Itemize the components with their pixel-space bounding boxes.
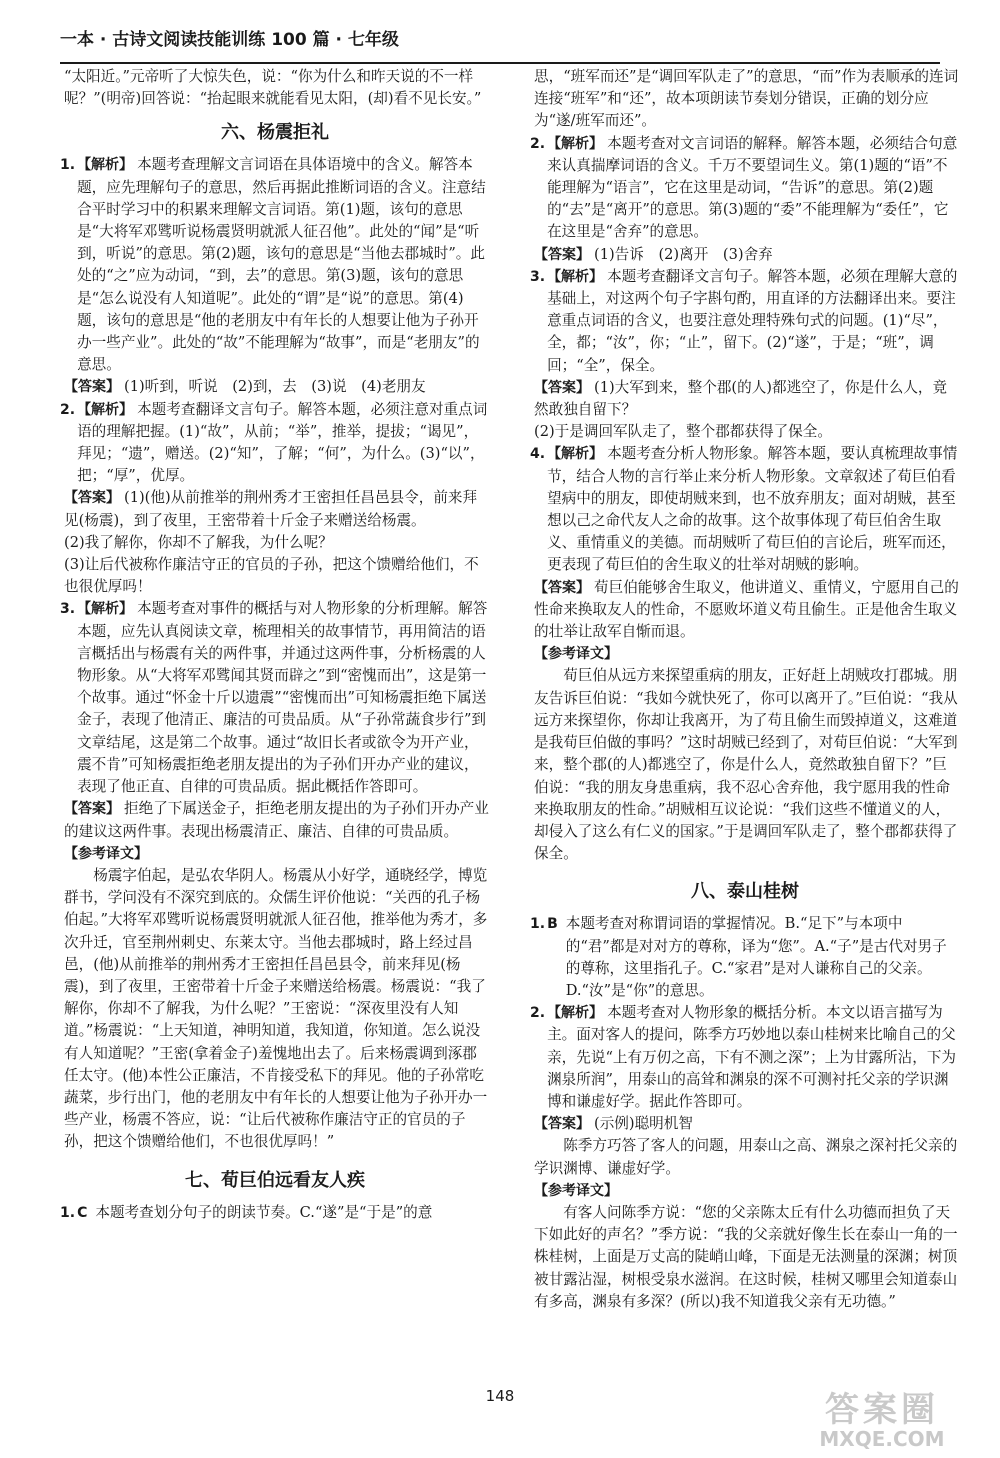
right-column — [530, 66, 960, 1313]
s7-q2 — [530, 133, 960, 244]
analysis-text: 本题考查分析人物形象。解答本题，要认真梳理故事情节，结合人物的言行举止来分析人物形象。文章叙述了荀巨伯看望病中的朋友，即使胡贼来到，也不放弃朋友；面对胡贼，甚至想以己之命代友人之命的故事。这个故事体现了荀巨伯舍生取义、重情重义的美德。而胡贼听了荀巨伯的言论后，班军而还，更表现了荀巨伯的舍生取义的壮举对胡贼的影响。 — [547, 445, 958, 574]
page-number: 148 — [485, 1387, 515, 1405]
s7-q3 — [530, 266, 960, 377]
question-analysis — [77, 399, 490, 488]
analysis-text: 本题考查对事件的概括与对人物形象的分析理解。解答本题，应先认真阅读文章，梳理相关的故事情节，再用简洁的语言概括出与杨震有关的两件事，并通过这两件事，分析杨震的人物形象。从“大将军邓骘闻其贤而辟之”到“密愧而出”，这是第一个故事。通过“怀金十斤以遗震”“密愧而出”可知杨震拒绝下属送金子，表现了他清正、廉洁的可贵品质。从“子孙常蔬食步行”到文章结尾，这是第二个故事。通过“故旧长者或欲令为开产业，震不肯”可知杨震拒绝老朋友提出的为子孙们开办产业的建议，表现了他正直、自律的可贵品质。据此概括作答即可。 — [77, 600, 488, 796]
question-analysis — [547, 443, 960, 576]
answer-text: (示例)聪明机智 — [594, 1115, 693, 1133]
translation-heading — [534, 643, 960, 665]
answer-line: (2)于是调回军队走了，整个郡都获得了保全。 — [534, 423, 832, 441]
header-title: 一本 · 古诗文阅读技能训练 100 篇 · 七年级 — [60, 30, 399, 50]
answer-line — [534, 244, 960, 266]
question-analysis — [547, 1002, 960, 1113]
analysis-text: 本题考查翻译文言句子。解答本题，必须在理解大意的基础上，对这两个句子字斟句酌，用直译的方法翻译出来。要注意重点词语的含义，也要注意处理特殊句式的问题。(1)“尽”，全，都；“汝”，你；“止”，留下。(2)“遂”，于是；“班”，调回；“全”，保全。 — [547, 267, 958, 374]
analysis-tag: 【解析】 — [547, 135, 604, 152]
translation-heading — [534, 1180, 960, 1202]
translation-paragraph: 杨震字伯起，是弘农华阴人。杨震从小好学，通晓经学，博览群书，学问没有不深究到底的。众儒生评价他说：“关西的孔子杨伯起。”大将军邓骘听说杨震贤明就派人征召他，推举他为秀才，多次升迁，官至荆州刺史、东莱太守。当他去郡城时，路上经过昌邑，(他)从前推举的荆州秀才王密担任昌邑县令，前来拜见(杨震)，到了夜里，王密带着十斤金子来赠送给杨震。杨震说：“我了解你，你却不了解我，为什么呢？”王密说：“深夜里没有人知道。”杨震说：“上天知道，神明知道，我知道，你知道。怎么说没有人知道呢？”王密(拿着金子)羞愧地出去了。后来杨震调到涿郡任太守。(他)本性公正廉洁，不肯接受私下的拜见。他的子孙常吃蔬菜，步行出门，他的老朋友中有年长的人想要让他为子孙开办一些产业，杨震不答应，说：“让后代被称作廉洁守正的官员的子孙，把这个馈赠给他们，不也很优厚吗！” — [64, 866, 488, 1151]
section-title-7: 七、荀巨伯远看友人疾 — [185, 1169, 365, 1191]
answer-line — [64, 487, 490, 531]
s8-q2 — [530, 1002, 960, 1113]
analysis-tag: 【解析】 — [77, 157, 134, 174]
translation-paragraph: 有客人问陈季方说：“您的父亲陈太丘有什么功德而担负了天下如此好的声名？”季方说：“我的父亲就好像生长在泰山一角的一株桂树，上面是万丈高的陡峭山峰，下面是无法测量的深渊；树顶被甘露沾湿，树根受泉水滋润。在这时候，桂树又哪里会知道泰山有多高，渊泉有多深？(所以)我不知道我父亲有无功德。” — [534, 1203, 958, 1310]
answer-line — [534, 377, 960, 421]
answer-text: (1)(他)从前推举的荆州秀才王密担任昌邑县令，前来拜见(杨震)，到了夜里，王密带着十斤金子来赠送给杨震。 — [64, 489, 478, 529]
answer-tag: 【答案】 — [534, 246, 590, 263]
s6-q1 — [60, 154, 490, 376]
analysis-text: 本题考查理解文言词语在具体语境中的含义。解答本题，应先理解句子的意思，然后再据此推断词语的含义。注意结合平时学习中的积累来理解文言词语。第(1)题，该句的意思是“大将军邓骘听说杨震贤明就派人征召他”。此处的“闻”是“听到，听说”的意思。第(2)题，该句的意思是“当他去郡城时”。此处的“之”应为动词，“到，去”的意思。第(3)题，该句的意思是“怎么说没有人知道呢”。此处的“谓”是“说”的意思。第(4)题，该句的意思是“他的老朋友中有年长的人想要让他为子孙开办一些产业”。此处的“故”不能理解为“故事”，而是“老朋友”的意思。 — [77, 156, 486, 374]
analysis-text: 本题考查翻译文言句子。解答本题，必须注意对重点词语的理解把握。(1)“故”，从前；“举”，推举，提拔；“谒见”，拜见；“遗”，赠送。(2)“知”，了解；“何”，为什么。(3)“以”，把；“厚”，优厚。 — [77, 400, 488, 485]
answer-text: 荀巨伯能够舍生取义，他讲道义、重情义，宁愿用自己的性命来换取友人的性命，不愿败坏道义苟且偷生。正是他舍生取义的壮举让敌军自惭而退。 — [534, 578, 959, 641]
question-number: 1. — [530, 916, 546, 933]
question-analysis — [77, 598, 490, 798]
answer-line: 陈季方巧答了客人的问题，用泰山之高、渊泉之深衬托父亲的学识渊博、谦虚好学。 — [534, 1137, 958, 1177]
answer-line — [534, 577, 960, 644]
answer-text: (1)听到，听说 (2)到，去 (3)说 (4)老朋友 — [124, 378, 426, 396]
analysis-text: 本题考查对文言词语的解释。解答本题，必须结合句意来认真揣摩词语的含义。千万不要望词生义。第(1)题的“语”不能理解为“语言”，它在这里是动词，“告诉”的意思。第(2)题的“去”是“离开”的意思。第(3)题的“委”不能理解为“委任”，它在这里是“舍弃”的意思。 — [547, 134, 958, 241]
answer-tag: 【答案】 — [64, 379, 120, 396]
question-analysis — [547, 266, 960, 377]
answer-letter: B — [547, 916, 558, 933]
translation-tag: 【参考译文】 — [64, 845, 148, 862]
answer-text: (1)告诉 (2)离开 (3)舍弃 — [594, 245, 773, 263]
question-number: 3. — [60, 601, 76, 618]
answer-line: (2)我了解你，你却不了解我，为什么呢？ — [64, 533, 333, 551]
s6-q2 — [60, 399, 490, 488]
answer-line — [64, 798, 490, 842]
section-title-8: 八、泰山桂树 — [691, 881, 799, 903]
s6-q3 — [60, 598, 490, 798]
translation-tag: 【参考译文】 — [534, 646, 618, 663]
translation-paragraph: 荀巨伯从远方来探望重病的朋友，正好赶上胡贼攻打郡城。朋友告诉巨伯说：“我如今就快死了，你可以离开了。”巨伯说：“我从远方来探望你，你却让我离开，为了苟且偷生而毁掉道义，这难道是我荀巨伯做的事吗？”这时胡贼已经到了，对荀巨伯说：“大军到来，整个郡(的人)都逃空了，你是什么人，竟然敢独自留下？”巨伯说：“我的朋友身患重病，我不忍心舍弃他，我宁愿用我的性命来换取朋友的性命。”胡贼相互议论说：“我们这些不懂道义的人，却侵入了这么有仁义的国家。”于是调回军队走了，整个郡都获得了保全。 — [534, 667, 958, 863]
watermark-logo — [792, 1392, 972, 1452]
question-number: 2. — [530, 1005, 546, 1022]
section-title-6: 六、杨震拒礼 — [221, 122, 329, 144]
analysis-text: 本题考查对人物形象的概括分析。本文以语言描写为主。面对客人的提问，陈季方巧妙地以泰山桂树来比喻自己的父亲，先说“上有万仞之高，下有不测之深”；上为甘露所沾，下为渊泉所润”，用泰山的高耸和渊泉的深不可测衬托父亲的学识渊博和谦虚好学。据此作答即可。 — [547, 1004, 957, 1110]
answer-tag: 【答案】 — [534, 1116, 590, 1133]
question-number: 1. — [60, 1204, 76, 1221]
answer-text: (1)大军到来，整个郡(的人)都逃空了，你是什么人，竟然敢独自留下？ — [534, 378, 948, 419]
analysis-tag: 【解析】 — [77, 601, 134, 618]
question-text: 本题考查对称谓词语的掌握情况。B.“足下”与本项中的“君”都是对对方的尊称，译为“您”。A.“子”是古代对男子的尊称，这里指孔子。C.“家君”是对人谦称自己的父亲。D.“汝”是“你”的意思。 — [565, 915, 947, 999]
answer-text: 拒绝了下属送金子，拒绝老朋友提出的为子孙们开办产业的建议这两件事。表现出杨震清正、廉洁、自律的可贵品质。 — [64, 800, 489, 840]
page-header — [60, 22, 940, 64]
question-analysis — [547, 133, 960, 244]
question-number: 1. — [60, 157, 76, 174]
translation-tag: 【参考译文】 — [534, 1182, 618, 1199]
question-analysis — [77, 154, 490, 376]
continued-paragraph: 思，“班军而还”是“调回军队走了”的意思，“而”作为表顺承的连词连接“班军”和“还”，故本项朗读节奏划分错误，正确的划分应为“遂/班军而还”。 — [534, 68, 959, 130]
left-column — [60, 66, 490, 1224]
intro-paragraph: “太阳近。”元帝听了大惊失色，说：“你为什么和昨天说的不一样呢？”(明帝)回答说：“抬起眼来就能看见太阳，(却)看不见长安。” — [64, 68, 482, 108]
question-number: 2. — [60, 401, 76, 418]
analysis-tag: 【解析】 — [547, 446, 604, 463]
watermark-url: MXQE.COM — [819, 1427, 945, 1451]
question-text: 本题考查划分句子的朗读节奏。C.“遂”是“于是”的意 — [95, 1203, 433, 1221]
question-number: 4. — [530, 446, 546, 463]
answer-line: (3)让后代被称作廉洁守正的官员的子孙，把这个馈赠给他们，不也很优厚吗！ — [64, 556, 479, 596]
answer-letter: C — [77, 1204, 88, 1221]
s8-q1 — [530, 913, 960, 1002]
answer-line — [534, 1113, 960, 1135]
answer-tag: 【答案】 — [534, 379, 590, 396]
question-number: 2. — [530, 135, 546, 152]
analysis-tag: 【解析】 — [77, 401, 134, 418]
translation-heading — [64, 843, 490, 865]
answer-line — [64, 376, 490, 398]
analysis-tag: 【解析】 — [547, 1005, 604, 1022]
analysis-tag: 【解析】 — [547, 268, 604, 285]
s7-q4 — [530, 443, 960, 576]
watermark-logo-text: 答案圈 — [825, 1390, 939, 1430]
question-number: 3. — [530, 268, 546, 285]
s7-q1 — [60, 1202, 490, 1224]
answer-tag: 【答案】 — [64, 490, 120, 507]
answer-tag: 【答案】 — [64, 801, 120, 818]
answer-tag: 【答案】 — [534, 579, 590, 596]
